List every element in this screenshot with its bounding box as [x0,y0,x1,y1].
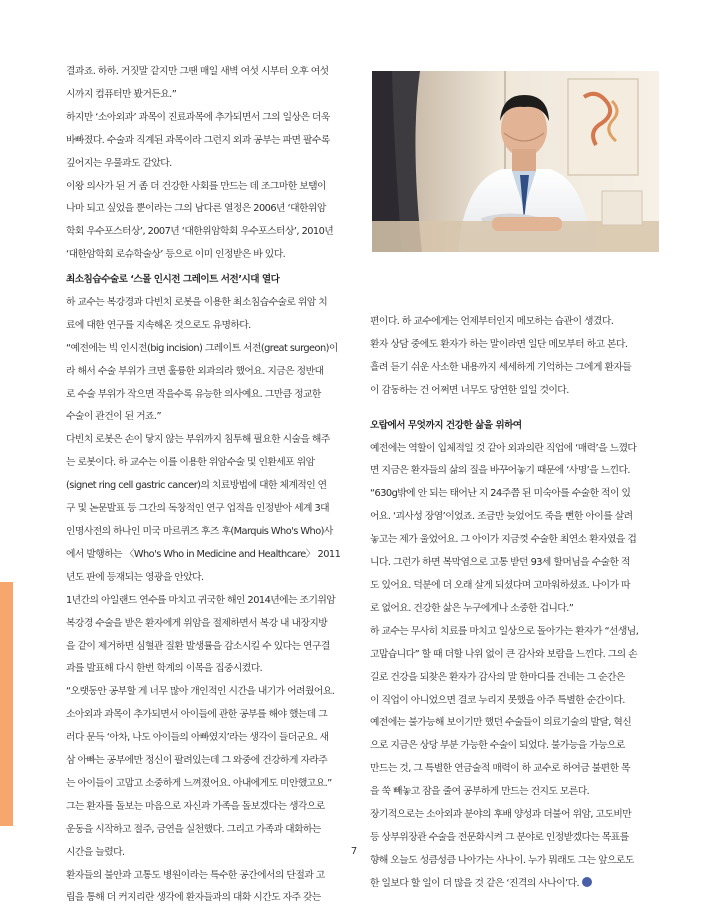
body-text-line: 깊어지는 우물과도 같았다. [66,157,172,169]
body-text-line: 시까지 컴퓨터만 봤거든요.” [66,88,177,100]
body-text-line: 고맙습니다” 할 때 더할 나위 없이 큰 감사와 보람을 느낀다. 그의 손 [370,648,638,660]
body-text-line: 바빠졌다. 수술과 직계된 과목이라 그런지 외과 공부는 파면 팔수록 [66,134,330,146]
body-text-line: 립을 통해 더 커지리란 생각에 환자들과의 대화 시간도 자주 갖는 [66,892,321,904]
body-text-line: 삼 아빠는 공부에만 정신이 팔려있는데 그 와중에 건강하게 자라주 [66,755,328,767]
body-text-line: 예전에는 불가능해 보이기만 했던 수술들이 의료기술의 발달, 혁신 [370,717,632,729]
body-text-line: 등 상부위장관 수술을 전문화시켜 그 분야로 인정받겠다는 목표를 [370,831,629,843]
body-text-line: 료에 대한 연구를 지속해온 것으로도 유명하다. [66,319,251,331]
body-text-line: 으로 지금은 상당 부분 가능한 수술이 되었다. 불가능을 가능으로 [370,740,625,752]
body-text-line: 다빈치 로봇은 손이 닿지 않는 부위까지 침투해 필요한 시술을 해주 [66,434,330,446]
body-text-line: 한 일보다 할 일이 더 많을 것 같은 ‘진격의 사나이’다. [370,873,660,896]
page-number: 7 [350,846,358,857]
body-text-line: 학회 우수포스터상’, 2007년 ‘대한위암학회 우수포스터상’, 2010년 [66,226,334,238]
body-text-line: 로 없어요. 건강한 삶은 누구에게나 소중한 겁니다.” [370,602,574,614]
body-text-line: “630g밖에 안 되는 태어난 지 24주쯤 된 미숙아를 수술한 적이 있 [370,488,631,500]
body-text-line: “오랫동안 공부할 게 너무 많아 개인적인 시간을 내기가 어려웠어요. [66,686,335,698]
body-text-line: 나마 되고 싶었을 뿐이라는 그의 남다른 열정은 2006년 ‘대한위암 [66,203,326,215]
body-text-line: 소아외과 과목이 추가되면서 아이들에 관한 공부를 해야 했는데 그 [66,709,328,721]
body-text-line: 도 있어요. 덕분에 더 오래 살게 되셨다며 고마워하셨죠. 나이가 따 [370,579,630,591]
left-column-top [66,61,366,267]
body-text-line: 어요. ‘괴사성 장염’이었죠. 조금만 늦었어도 죽을 뻔한 아이를 살려 [370,511,633,523]
body-text-line: 환자들의 불안과 고통도 병원이라는 특수한 공간에서의 단절과 고 [66,869,325,881]
body-text-line: 만드는 것, 그 특별한 연금술적 매력이 하 교수로 하여금 불편한 목 [370,763,630,775]
section-heading-left: 최소침습수술로 ‘스몰 인시전 그레이트 서전’시대 열다 [66,274,280,285]
body-text-line: 구 및 논문발표 등 그간의 독창적인 연구 업적을 인정받아 세계 3대 [66,503,330,515]
body-text-line: 하 교수는 복강경과 다빈치 로봇을 이용한 최소침습수술로 위암 치 [66,296,328,308]
article-end-mark-icon [582,877,592,887]
body-text-line: 과를 발표해 다시 한번 학계의 이목을 집중시켰다. [66,663,263,675]
body-text-line: 흘려 듣기 쉬운 사소한 내용까지 세세하게 기억하는 그에게 환자들 [370,361,632,373]
body-text-line: 운동을 시작하고 절주, 금연을 실천했다. 그리고 가족과 대화하는 [66,823,321,835]
body-text-line: 로 수술 부위가 작으면 작을수록 유능한 의사예요. 그만큼 정교한 [66,388,321,400]
body-text-line: 향해 오늘도 성큼성큼 나아가는 사나이. 누가 뭐래도 그는 앞으로도 [370,854,634,866]
body-text-line: 인명사전의 하나인 미국 마르퀴즈 후즈 후(Marquis Who's Who)사 [66,525,333,537]
body-text-line: 면 지금은 환자들의 삶의 질을 바꾸어놓기 때문에 ‘사명’을 느낀다. [370,465,630,477]
right-column [370,311,660,896]
body-text-line: 그는 환자를 돌보는 마음으로 자신과 가족을 돌보겠다는 생각으로 [66,800,325,812]
body-text-line: 는 아이들이 고맙고 소중하게 느껴졌어요. 아내에게도 미안했고요.” [66,777,332,789]
body-text-line: 니다. 그런가 하면 복막염으로 고통 받던 93세 할머님을 수술한 적 [370,557,630,569]
body-text-line: 1년간의 아일랜드 연수를 마치고 귀국한 해인 2014년에는 조기위암 [66,594,336,606]
section-heading-right: 오랍에서 무엇까지 건강한 삶을 위하여 [370,419,522,431]
body-text-line: 길로 건강을 되찾은 환자가 감사의 말 한마디를 건네는 그 순간은 [370,671,625,683]
body-text-line: 을 쑥 빼놓고 잠을 줄여 공부하게 만드는 건지도 모른다. [370,786,590,798]
body-text-line: 하 교수는 무사히 치료를 마치고 일상으로 돌아가는 환자가 “선생님, [370,625,639,637]
body-text-line: 결과죠. 하하. 거짓말 같지만 그땐 매일 새벽 여섯 시부터 오후 여섯 [66,66,329,77]
body-text-line: 장기적으로는 소아외과 분야의 후배 양성과 더불어 위암, 고도비만 [370,809,632,821]
body-text-line: 는 로봇이다. 하 교수는 이를 이용한 위암수술 및 인환세포 위암 [66,457,315,469]
body-text-line: 이 직업이 아니었으면 결코 누리지 못했을 아주 특별한 순간이다. [370,694,625,706]
body-text-line: 라 해서 수술 부위가 크면 훌륭한 외과의라 했어요. 지금은 정반대 [66,365,324,377]
body-text-line: 예전에는 역할이 입체적일 것 같아 외과의란 직업에 ‘매력’을 느꼈다 [370,442,637,454]
body-text-line: 수술이 관건이 된 거죠.” [66,411,162,423]
body-text-line: 놓고는 제가 울었어요. 그 아이가 지금껏 수술한 최연소 환자였을 겁 [370,534,637,546]
body-text-line: (signet ring cell gastric cancer)의 치료방법에 대한 체계적인 연 [66,480,327,492]
body-text-line: 편이다. 하 교수에게는 언제부터인지 메모하는 습관이 생겼다. [370,316,614,327]
body-text-line: 에서 발행하는 〈Who's Who in Medicine and Healthcare〉 2011 [66,548,341,560]
body-text-line: 복강경 수술을 받은 환자에게 위암을 절제하면서 복강 내 내장지방 [66,617,328,629]
body-text-line: 이 감동하는 건 어쩌면 너무도 당연한 일일 것이다. [370,384,569,396]
body-text-line: 이왕 의사가 된 거 좀 더 건강한 사회를 만드는 데 조그마한 보탬이 [66,180,326,192]
body-text-line: “예전에는 빅 인시전(big incision) 그레이트 서전(great surgeon)이 [66,342,338,354]
body-text-line: 시간을 늘렸다. [66,846,125,858]
doctor-portrait-photo [372,71,659,252]
body-text-line: 하지만 ‘소아외과’ 과목이 진료과목에 추가되면서 그의 일상은 더욱 [66,111,330,123]
body-text-line: ‘대한암학회 로슈학술상’ 등으로 이미 인정받은 바 있다. [66,249,286,261]
body-text-line: 환자 상담 중에도 환자가 하는 말이라면 일단 메모부터 하고 본다. [370,338,628,350]
side-accent-tab [0,582,13,826]
body-text-line: 을 같이 제거하면 심혈관 질환 발생률을 감소시킬 수 있다는 연구결 [66,640,330,652]
body-text-line: 러다 문득 ‘아차, 나도 아이들의 아빠였지’라는 생각이 들더군요. 새 [66,732,329,744]
left-column-bottom [66,269,366,910]
body-text-line: 년도 판에 등재되는 영광을 안았다. [66,571,204,583]
